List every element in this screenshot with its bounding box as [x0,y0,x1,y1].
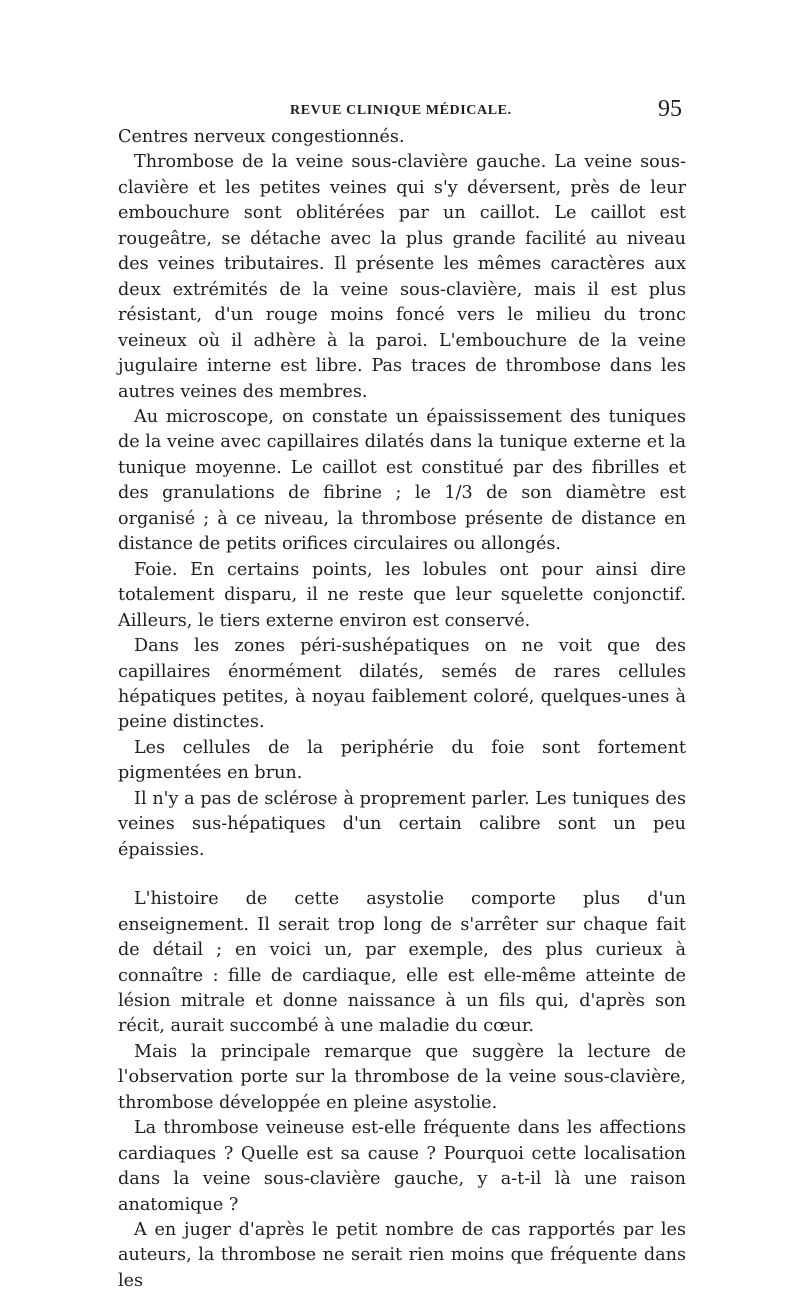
paragraph-thrombose: Thrombose de la veine sous-clavière gauche. La veine sous-clavière et les petites veines qui s'y déversent, près de leur embouchure sont oblitérées par un caillot. Le caillot est rougeâtre, se détache avec la plus grande facilité au niveau des veines tributaires. Il présente les mêmes caractères aux deux extrémités de la veine sous-clavière, mais il est plus résistant, d'un rouge moins foncé vers le milieu du tronc veineux où il adhère à la paroi. L'embouchure de la veine jugulaire interne est libre. Pas traces de thrombose dans les autres veines des membres. [118,152,686,402]
paragraph-zones-peri-sushepatiques: Dans les zones péri-sushépatiques on ne voit que des capillaires énormément dilatés, semés de rares cellules hépatiques petites, à noyau faiblement coloré, quelques-unes à peine distinctes. [118,636,686,733]
paragraph-sclerose: Il n'y a pas de sclérose à proprement parler. Les tuniques des veines sus-hépatiques d'un certain calibre sont un peu épaissies. [118,788,686,860]
paragraph-foie: Foie. En certains points, les lobules ont pour ainsi dire totalement disparu, il ne reste que leur squelette conjonctif. Ailleurs, le tiers externe environ est conservé. [118,559,686,631]
paragraph-histoire-asystolie: L'histoire de cette asystolie comporte plus d'un enseignement. Il serait trop long de s'arrêter sur chaque fait de détail ; en voici un, par exemple, des plus curieux à connaître : fille de cardiaque, elle est elle-même atteinte de lésion mitrale et donne naissance à un fils qui, d'après son récit, aurait succombé à une maladie du cœur. [118,889,686,1037]
running-head [118,88,686,128]
paragraph-questions: La thrombose veineuse est-elle fréquente dans les affections cardiaques ? Quelle est sa cause ? Pourquoi cette localisation dans la veine sous-clavière gauche, y a-t-il là une raison anatomique ? [118,1118,686,1215]
body-text [118,125,686,1294]
section-gap [118,863,686,887]
page-number: 95 [658,96,682,122]
paragraph-principale-remarque: Mais la principale remarque que suggère la lecture de l'observation porte sur la thrombose de la veine sous-clavière, thrombose développée en pleine asystolie. [118,1041,686,1113]
running-title: REVUE CLINIQUE MÉDICALE. [290,103,512,118]
paragraph-microscope: Au microscope, on constate un épaississement des tuniques de la veine avec capillaires dilatés dans la tunique externe et la tunique moyenne. Le caillot est constitué par des fibrilles et des granulations de fibrine ; le 1/3 de son diamètre est organisé ; à ce niveau, la thrombose présente de distance en distance de petits orifices circulaires ou allongés. [118,406,686,555]
paragraph-centres-nerveux: Centres nerveux congestionnés. [118,127,405,147]
paragraph-a-en-juger: A en juger d'après le petit nombre de cas rapportés par les auteurs, la thrombose ne serait rien moins que fréquente dans les [118,1220,686,1291]
paragraph-cellules-peripherie: Les cellules de la periphérie du foie sont fortement pigmentées en brun. [118,737,686,784]
